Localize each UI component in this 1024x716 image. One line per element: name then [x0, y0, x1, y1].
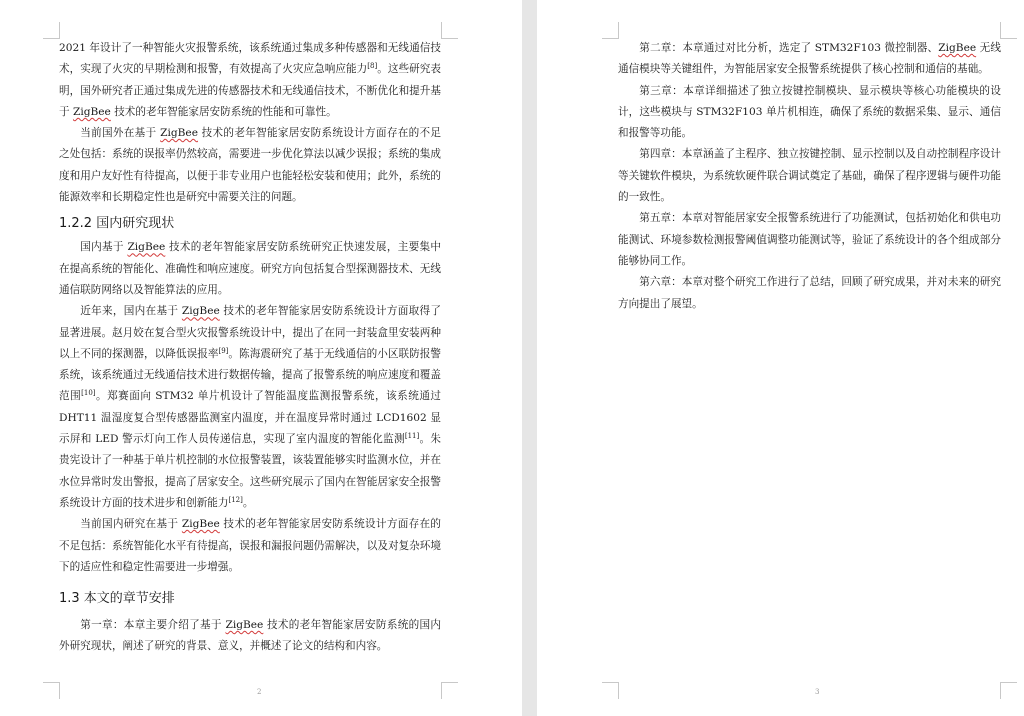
text-run: 当前国内研究在基于	[80, 518, 182, 531]
text-run: 无线通信模块等关键组件，为智能居家安全报警系统提供了核心控制和通信的基础。	[618, 42, 1001, 76]
spellcheck-word: ZigBee	[160, 127, 198, 140]
text-run: 第二章：本章通过对比分析，选定了 STM32F103 微控制器、	[639, 42, 939, 54]
paragraph	[59, 38, 441, 123]
page-number: 3	[815, 688, 820, 696]
crop-mark	[1000, 682, 1017, 699]
text-run: 第三章：本章详细描述了独立按键控制模块、显示模块等核心功能模块的设计，这些模块与 STM32F103 单片机相连，确保了系统的数据采集、显示、通信和报警等功能。	[618, 84, 1001, 140]
citation: [11]	[404, 432, 420, 441]
text-run: 当前国外在基于	[80, 127, 161, 140]
crop-mark	[43, 682, 60, 699]
section-heading-1-3: 1.3 本文的章节安排	[59, 591, 175, 607]
crop-mark	[602, 682, 619, 699]
crop-mark	[441, 682, 458, 699]
crop-mark	[441, 22, 458, 39]
paragraph	[59, 123, 441, 208]
paragraph	[618, 272, 1001, 315]
text-run: 。这些研究表明，国外研究者正通过集成先进的传感器技术和无线通信技术，不断优化和提升基于	[59, 63, 442, 118]
page-body[interactable]	[59, 38, 441, 658]
spellcheck-word: ZigBee	[72, 105, 111, 118]
paragraph	[618, 81, 1001, 145]
paragraph-group	[618, 38, 1001, 315]
text-run: 。郑赛面向 STM32 单片机设计了智能温度监测报警系统，该系统通过 DHT11 温湿度复合型传感器监测室内温度，并在温度异常时通过 LCD1602 显示屏和 LED 警示灯向工作人员传递信息，实现了室内温度的智能化监测	[59, 390, 441, 446]
paragraph	[59, 301, 441, 514]
paragraph	[59, 615, 441, 658]
paragraph-group	[59, 237, 441, 578]
text-run: 近年来，国内在基于	[80, 305, 182, 318]
paragraph	[618, 144, 1001, 208]
citation: [10]	[81, 389, 96, 398]
citation: [12]	[228, 495, 243, 504]
section-heading-1-2-2: 1.2.2 国内研究现状	[59, 216, 175, 232]
paragraph	[618, 38, 1001, 81]
text-run: 第一章：本章主要介绍了基于	[80, 619, 226, 632]
crop-mark	[43, 22, 60, 39]
page-body[interactable]	[618, 38, 1001, 315]
paragraph	[59, 237, 441, 301]
text-run: 技术的老年智能家居安防系统设计方面存在的不足包括：系统智能化水平有待提高，误报和漏报问题仍需解决，以及对复杂环境下的适应性和稳定性需要进一步增强。	[59, 518, 441, 573]
text-run: 技术的老年智能家居安防系统设计方面取得了显著进展。赵月姣在复合型火灾报警系统设计中，提出了在同一封装盒里安装两种以上不同的探测器，以降低误报率	[59, 305, 441, 360]
citation: [8]	[367, 62, 378, 71]
text-run: 2021 年设计了一种智能火灾报警系统，该系统通过集成多种传感器和无线通信技术，实现了火灾的早期检测和报警，有效提高了火灾应急响应能力	[59, 42, 441, 76]
text-run: 第五章：本章对智能居家安全报警系统进行了功能测试，包括初始化和供电功能测试、环境参数检测报警阈值调整功能测试等，验证了系统设计的各个组成部分能够协同工作。	[618, 212, 1001, 267]
paragraph	[59, 514, 441, 578]
text-run: 技术的老年智能家居安防系统的国内外研究现状，阐述了研究的背景、意义，并概述了论文的结构和内容。	[59, 619, 441, 653]
document-page-3	[537, 0, 1024, 716]
text-run: 国内基于	[80, 241, 128, 254]
text-run: 技术的老年智能家居安防系统的性能和可靠性。	[110, 105, 337, 118]
text-run: 技术的老年智能家居安防系统设计方面存在的不足之处包括：系统的误报率仍然较高，需要进一步优化算法以减少误报；系统的集成度和用户友好性有待提高，以便于非专业用户也能轻松安装和使用；此外，系统的能源效率和长期稳定性也是研究中需要关注的问题。	[59, 127, 441, 204]
spellcheck-word: ZigBee	[181, 305, 220, 318]
text-run: 。	[242, 496, 254, 509]
text-run: 。朱贵宪设计了一种基于单片机控制的水位报警装置，该装置能够实时监测水位，并在水位异常时发出警报，提高了居家安全。这些研究展示了国内在智能居家安全报警系统设计方面的技术进步和创新能力	[59, 433, 441, 509]
crop-mark	[602, 22, 619, 39]
spellcheck-word: ZigBee	[225, 619, 264, 632]
text-run: 第六章：本章对整个研究工作进行了总结，回顾了研究成果，并对未来的研究方向提出了展望。	[618, 276, 1001, 310]
spellcheck-word: ZigBee	[938, 42, 977, 54]
spellcheck-word: ZigBee	[181, 518, 220, 531]
text-run: 第四章：本章涵盖了主程序、独立按键控制、显示控制以及自动控制程序设计等关键软件模块，为系统软硬件联合调试奠定了基础，确保了程序逻辑与硬件功能的一致性。	[618, 148, 1001, 204]
citation: [9]	[218, 346, 229, 355]
paragraph	[618, 208, 1001, 272]
text-run: 技术的老年智能家居安防系统研究正快速发展，主要集中在提高系统的智能化、准确性和响应速度。研究方向包括复合型探测器技术、无线通信联防网络以及智能算法的应用。	[59, 241, 441, 296]
paragraph-group	[59, 38, 441, 208]
paragraph-group	[59, 615, 441, 658]
crop-mark	[1000, 22, 1017, 39]
text-run: 。陈海震研究了基于无线通信的小区联防报警系统，该系统通过无线通信技术进行数据传输，提高了报警系统的响应速度和覆盖范围	[59, 347, 442, 403]
page-number: 2	[257, 688, 262, 696]
spellcheck-word: ZigBee	[127, 241, 166, 254]
